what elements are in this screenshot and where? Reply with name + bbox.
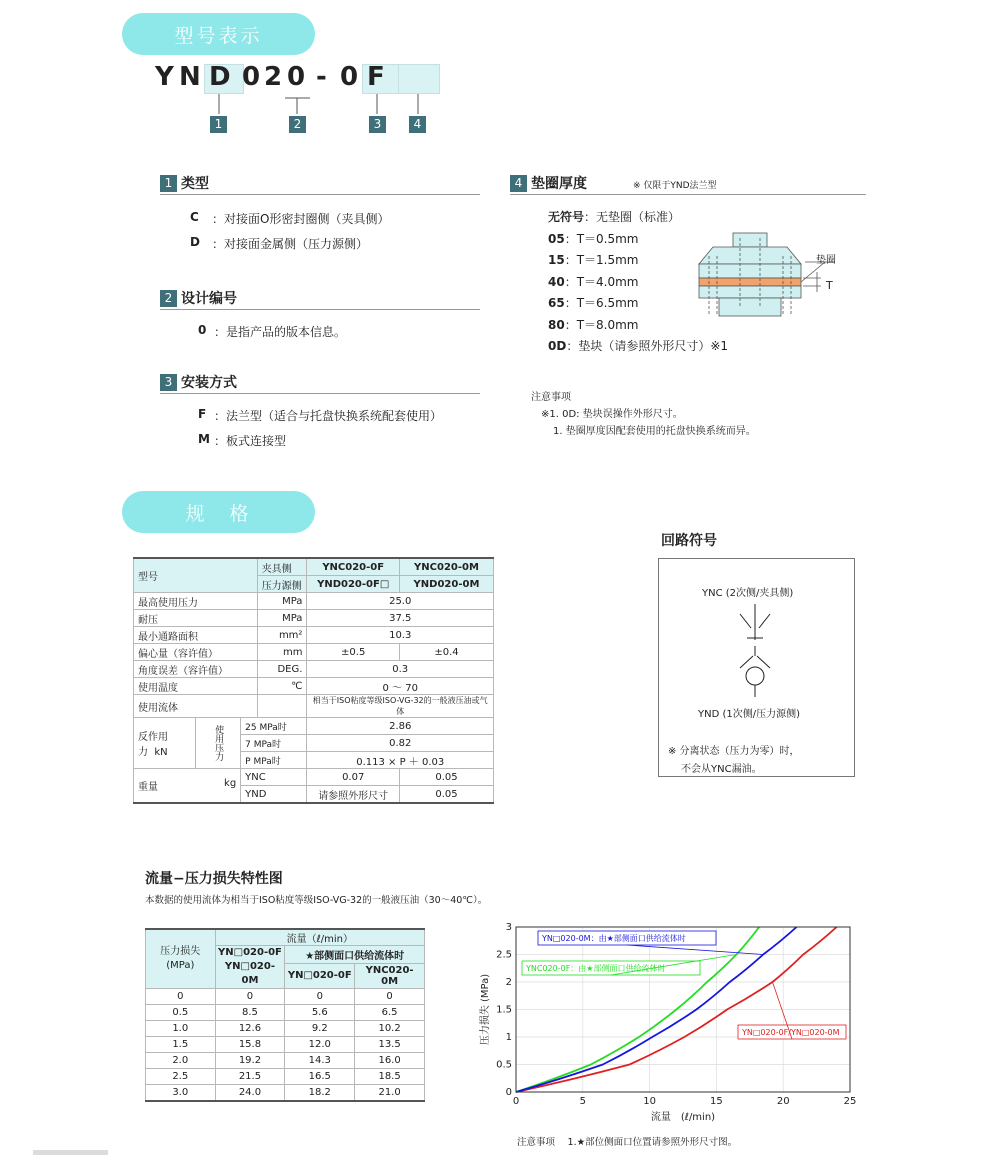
flow-cell: 0.5 — [146, 1005, 216, 1021]
shim-key: 无符号 — [548, 210, 585, 224]
row-label: 角度误差（容许值） — [134, 661, 258, 678]
type-num: 1 — [160, 175, 177, 192]
reaction-label-cell — [134, 718, 196, 769]
spec-title: 规 格 — [185, 502, 252, 525]
col2-row1: YNC020-0M — [399, 558, 493, 576]
code-char-type: D — [209, 62, 231, 92]
x-tick-label: 0 — [512, 1096, 520, 1107]
weight-name: YNC — [241, 769, 307, 786]
flow-cell: 21.0 — [355, 1085, 425, 1102]
notes-title: 注意事项 — [531, 392, 571, 403]
flow-header: 流量（ℓ/min） — [215, 929, 424, 946]
table-row — [134, 610, 494, 627]
chart-legend — [522, 931, 846, 1039]
reaction-unit: kN — [154, 747, 168, 758]
x-tick-label: 15 — [710, 1096, 723, 1107]
y-tick-label: 2 — [505, 977, 512, 988]
table-row — [134, 769, 494, 786]
row-unit: MPa — [257, 593, 307, 610]
type-heading — [160, 172, 209, 194]
design-underline — [160, 309, 480, 310]
circuit-title: 回路符号 — [661, 533, 717, 549]
mount-text: ：法兰型（适合与托盘快换系统配套使用） — [214, 409, 443, 423]
flow-h3: YNC020-0M — [355, 963, 425, 988]
code-leader-lines — [200, 90, 440, 120]
design-text: ：是指产品的版本信息。 — [214, 325, 347, 339]
flow-h1a: YN□020-0F — [218, 947, 282, 958]
shim-underline — [510, 194, 866, 195]
mount-text: ：板式连接型 — [214, 434, 287, 448]
weight-unit: kg — [224, 778, 237, 789]
row-value: 37.5 — [307, 610, 494, 627]
y-tick-label: 3 — [505, 922, 512, 933]
row-unit: ℃ — [257, 678, 307, 695]
flow-h2: YN□020-0F — [285, 963, 355, 988]
table-row — [146, 1005, 425, 1021]
flow-cell: 3.0 — [146, 1085, 216, 1102]
row-label: 最高使用压力 — [134, 593, 258, 610]
code-dash: - — [316, 62, 327, 92]
model-title: 型号表示 — [174, 24, 263, 47]
flow-cell: 0 — [146, 989, 216, 1005]
y-tick-label: 1.5 — [496, 1004, 512, 1016]
row-label: 耐压 — [134, 610, 258, 627]
flow-cell: 0 — [215, 989, 285, 1005]
shim-title: 垫圈厚度 — [531, 176, 587, 192]
flow-cell: 16.0 — [355, 1053, 425, 1069]
table-row — [146, 1069, 425, 1085]
t-label: T — [826, 279, 833, 292]
chart-xlabel: 流量 (ℓ/min) — [650, 1112, 716, 1123]
flow-h1-cell — [215, 946, 285, 989]
reaction-p: P MPa时 — [241, 752, 307, 769]
legend-label: YNC020-0F：由★部侧面口供给流体时 — [526, 964, 666, 973]
table-row — [146, 989, 425, 1005]
marker-3: 3 — [369, 116, 386, 133]
flow-star-header: ★部侧面口供给流体时 — [285, 946, 425, 964]
row-label: 使用温度 — [134, 678, 258, 695]
model-label: 型号 — [134, 558, 258, 593]
shim-text: ：垫块（请参照外形尺寸）※1 — [566, 339, 729, 353]
flow-cell: 0 — [285, 989, 355, 1005]
code-char-0a: 0 — [242, 62, 261, 92]
x-tick-label: 5 — [579, 1096, 586, 1107]
flow-cell: 19.2 — [215, 1053, 285, 1069]
shim-text: ：T＝0.5mm — [564, 231, 639, 246]
legend-label: YN□020-0F/YN□020-0M — [742, 1028, 840, 1037]
design-num: 2 — [160, 290, 177, 307]
table-row — [146, 929, 425, 946]
flow-h1b: YN□020-0M — [224, 961, 275, 986]
chart-grid — [516, 927, 850, 1092]
code-char-Y: Y — [155, 62, 175, 92]
row1-label: 夹具侧 — [257, 558, 307, 576]
code-char-design: 0 — [287, 62, 306, 92]
row-value: 相当于ISO粘度等级ISO-VG-32的一般液压油或气体 — [307, 695, 494, 718]
row-value: 25.0 — [307, 593, 494, 610]
flow-cell: 24.0 — [215, 1085, 285, 1102]
note-2: 1. 垫圈厚度因配套使用的托盘快换系统而异。 — [553, 426, 756, 437]
col2-row2: YND020-0M — [399, 576, 493, 593]
row-value: 0.3 — [307, 661, 494, 678]
flow-cell: 1.0 — [146, 1021, 216, 1037]
flow-table — [145, 928, 425, 1102]
row-value: ±0.4 — [399, 644, 493, 661]
flow-cell: 10.2 — [355, 1021, 425, 1037]
flow-cell: 0 — [355, 989, 425, 1005]
mount-heading — [160, 371, 237, 393]
design-item — [198, 323, 346, 340]
circuit-ynd: YND (1次侧/压力源侧) — [698, 709, 801, 720]
note-1: ※1. 0D: 垫块误操作外形尺寸。 — [541, 409, 683, 420]
shim-notes — [531, 389, 756, 440]
x-tick-label: 20 — [776, 1096, 790, 1107]
mount-underline — [160, 393, 480, 394]
shim-item — [548, 336, 728, 358]
shim-text: ：T＝4.0mm — [564, 274, 639, 289]
type-text: ：对接面金属侧（压力源侧） — [212, 237, 369, 251]
shim-heading — [510, 172, 587, 194]
mount-num: 3 — [160, 374, 177, 391]
x-tick-label: 10 — [643, 1096, 656, 1107]
row-unit: mm — [257, 644, 307, 661]
table-row — [134, 644, 494, 661]
flow-cell: 2.0 — [146, 1053, 216, 1069]
shim-label: 垫圈 — [816, 255, 836, 266]
type-title: 类型 — [181, 176, 209, 192]
spec-title-pill — [122, 491, 315, 533]
mount-item-m — [198, 432, 286, 449]
reaction-p: 7 MPa时 — [241, 735, 307, 752]
code-char-0b: 0 — [340, 62, 359, 92]
flow-cell: 6.5 — [355, 1005, 425, 1021]
flow-cell: 1.5 — [146, 1037, 216, 1053]
type-key: D — [190, 235, 200, 249]
table-row — [134, 718, 494, 735]
weight-label: 重量 — [138, 782, 158, 793]
row-unit — [257, 695, 307, 718]
flow-cell: 9.2 — [285, 1021, 355, 1037]
weight-value: 请参照外形尺寸 — [307, 786, 400, 804]
flow-cell: 14.3 — [285, 1053, 355, 1069]
shim-key: 65 — [548, 296, 565, 310]
col1-row1: YNC020-0F — [307, 558, 400, 576]
mount-item-f — [198, 407, 442, 424]
type-item-c — [190, 210, 389, 227]
flow-desc: 本数据的使用流体为相当于ISO粘度等级ISO-VG-32的一般液压油（30～40℃）。 — [145, 895, 488, 906]
circuit-note1: ※ 分离状态（压力为零）时， — [668, 746, 800, 757]
shim-key: 0D — [548, 339, 567, 353]
code-char-2: 2 — [264, 62, 283, 92]
flow-cell: 18.5 — [355, 1069, 425, 1085]
y-tick-label: 1 — [505, 1032, 512, 1043]
shim-item — [548, 207, 728, 229]
shim-key: 80 — [548, 317, 565, 332]
flow-cell: 13.5 — [355, 1037, 425, 1053]
row-value: 0 ～ 70 — [307, 678, 494, 695]
circuit-symbol — [720, 600, 790, 700]
table-row — [134, 558, 494, 576]
table-row — [134, 695, 494, 718]
flow-note: 注意事项 1.★部位侧面口位置请参照外形尺寸图。 — [517, 1137, 738, 1148]
mount-key: M — [198, 432, 210, 446]
marker-2: 2 — [289, 116, 306, 133]
circuit-note2: 不会从YNC漏油。 — [681, 764, 762, 775]
circuit-ync: YNC (2次侧/夹具侧) — [702, 588, 794, 599]
table-row — [134, 661, 494, 678]
row-unit: mm² — [257, 627, 307, 644]
flow-cell: 2.5 — [146, 1069, 216, 1085]
shim-note: ※ 仅限于YND法兰型 — [633, 181, 717, 191]
flow-cell: 15.8 — [215, 1037, 285, 1053]
legend-label: YN□020-0M：由★部侧面口供给流体时 — [542, 934, 686, 943]
y-tick-label: 2.5 — [496, 949, 512, 961]
y-tick-label: 0 — [505, 1087, 512, 1098]
reaction-value: 0.82 — [307, 735, 494, 752]
y-tick-label: 0.5 — [496, 1059, 512, 1071]
flow-cell: 8.5 — [215, 1005, 285, 1021]
flow-cell: 18.2 — [285, 1085, 355, 1102]
row2-label: 压力源侧 — [257, 576, 307, 593]
table-row — [134, 627, 494, 644]
table-row — [134, 678, 494, 695]
model-title-pill — [122, 13, 315, 55]
design-title: 设计编号 — [181, 291, 237, 307]
flow-cell: 12.0 — [285, 1037, 355, 1053]
flow-col0: 压力损失(MPa) — [146, 929, 216, 989]
spec-table — [133, 557, 494, 804]
marker-4: 4 — [409, 116, 426, 133]
shim-text: ：T＝1.5mm — [564, 253, 639, 267]
shim-diagram — [695, 228, 845, 328]
type-text: ：对接面O形密封圈侧（夹具侧） — [212, 212, 390, 226]
reaction-value: 2.86 — [307, 718, 494, 735]
mount-title: 安装方式 — [181, 375, 237, 391]
table-row — [146, 1037, 425, 1053]
row-value: 10.3 — [307, 627, 494, 644]
shim-num: 4 — [510, 175, 527, 192]
flow-cell: 5.6 — [285, 1005, 355, 1021]
row-label: 偏心量（容许值） — [134, 644, 258, 661]
chart-ylabel: 压力损失 (MPa) — [480, 973, 491, 1046]
row-label: 使用流体 — [134, 695, 258, 718]
table-row — [146, 1085, 425, 1102]
weight-label-cell — [134, 769, 241, 804]
weight-value: 0.07 — [307, 769, 400, 786]
flow-title: 流量−压力损失特性图 — [145, 871, 283, 887]
code-char-N: N — [179, 62, 202, 92]
reaction-value: 0.113 × P ＋ 0.03 — [307, 752, 494, 769]
marker-1: 1 — [210, 116, 227, 133]
reaction-vlabel: 使用压力 — [196, 718, 241, 769]
shim-text: ：无垫圈（标准） — [584, 210, 681, 224]
row-unit: MPa — [257, 610, 307, 627]
shim-key: 15 — [548, 253, 565, 267]
code-char-mount: F — [367, 62, 385, 92]
shim-text: ：T＝6.5mm — [564, 296, 639, 310]
col1-row2: YND020-0F□ — [307, 576, 400, 593]
weight-value: 0.05 — [399, 786, 493, 804]
footer-bar — [33, 1150, 108, 1155]
shim-text: ：T＝8.0mm — [564, 317, 639, 332]
flow-cell: 21.5 — [215, 1069, 285, 1085]
row-unit: DEG. — [257, 661, 307, 678]
type-underline — [160, 194, 480, 195]
row-value: ±0.5 — [307, 644, 400, 661]
weight-value: 0.05 — [399, 769, 493, 786]
type-item-d — [190, 235, 368, 252]
design-heading — [160, 287, 237, 309]
table-row — [146, 1021, 425, 1037]
shim-key: 05 — [548, 231, 565, 246]
table-row — [134, 593, 494, 610]
flow-cell: 16.5 — [285, 1069, 355, 1085]
reaction-label: 反作用力 — [138, 732, 168, 758]
x-tick-label: 25 — [843, 1096, 857, 1107]
flow-cell: 12.6 — [215, 1021, 285, 1037]
row-label: 最小通路面积 — [134, 627, 258, 644]
reaction-p: 25 MPa时 — [241, 718, 307, 735]
table-row — [146, 1053, 425, 1069]
shim-key: 40 — [548, 274, 565, 289]
flow-chart — [470, 915, 870, 1130]
type-key: C — [190, 210, 199, 224]
mount-key: F — [198, 407, 207, 421]
design-key: 0 — [198, 323, 207, 337]
weight-name: YND — [241, 786, 307, 804]
